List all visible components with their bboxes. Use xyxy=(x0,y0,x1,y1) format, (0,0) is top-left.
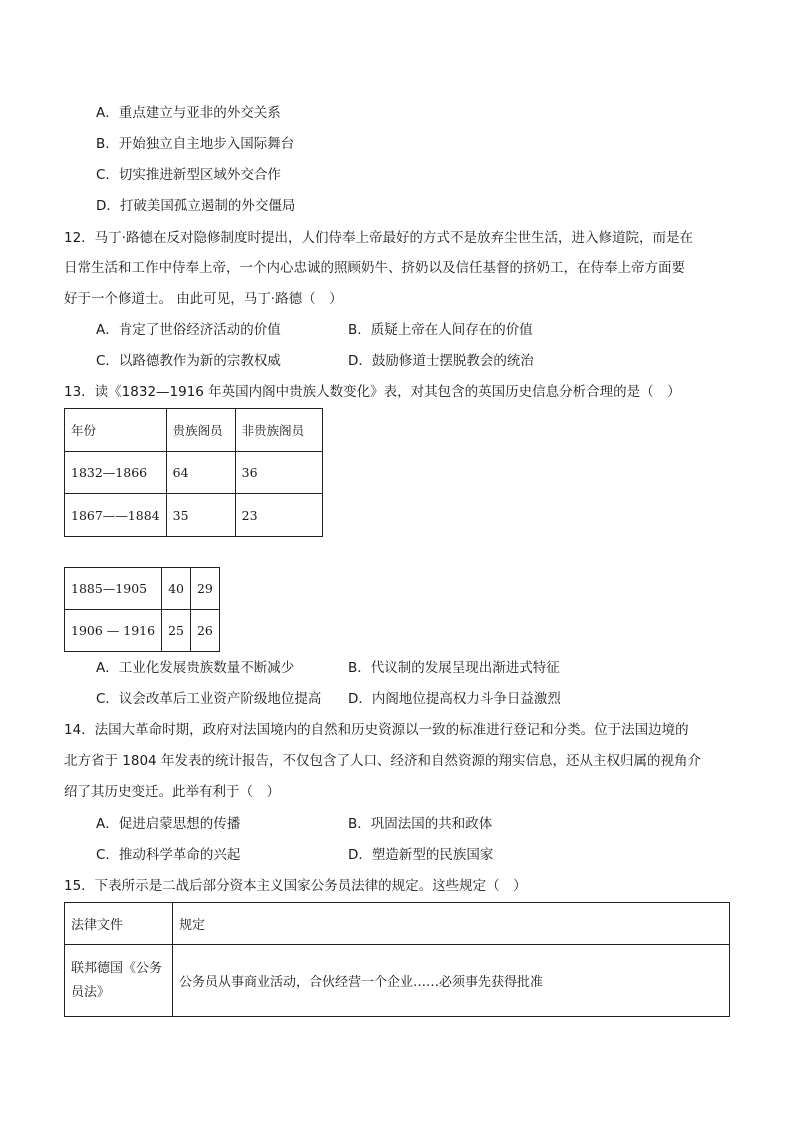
table-cell: 23 xyxy=(235,494,322,537)
table-cell-rule: 公务员从事商业活动，合伙经营一个企业……必须事先获得批准 xyxy=(173,945,730,1017)
table-cell: 36 xyxy=(235,452,322,494)
q13-stem: 13．读《1832—1916 年英国内阁中贵族人数变化》表，对其包含的英国历史信息分析合理的是（ ） xyxy=(64,384,681,400)
q14-stem-line-2: 北方省于 1804 年发表的统计报告，不仅包含了人口、经济和自然资源的翔实信息，还从主权归属的视角介 xyxy=(64,753,701,769)
q11-option-d: D．打破美国孤立遏制的外交僵局 xyxy=(96,198,296,214)
table-header-row xyxy=(65,409,323,452)
table-cell: 26 xyxy=(190,610,219,652)
table-cell: 1906 — 1916 xyxy=(65,610,162,652)
q14-option-d: D．塑造新型的民族国家 xyxy=(348,847,494,863)
q12-option-d: D．鼓励修道士摆脱教会的统治 xyxy=(348,353,534,369)
q12-stem-line-1: 12．马丁·路德在反对隐修制度时提出，人们侍奉上帝最好的方式不是放弃尘世生活，进入修道院，而是在 xyxy=(64,230,693,246)
table-cell: 1867——1884 xyxy=(65,494,167,537)
table-row xyxy=(65,494,323,537)
q13-table-1 xyxy=(64,408,323,537)
q12-option-a: A．肯定了世俗经济活动的价值 xyxy=(96,322,281,338)
table-cell-law xyxy=(65,945,173,1017)
law-name-line-1: 联邦德国《公务 xyxy=(71,960,163,976)
table-row xyxy=(65,610,220,652)
q15-stem: 15．下表所示是二战后部分资本主义国家公务员法律的规定。这些规定（ ） xyxy=(64,878,527,894)
table-cell: 40 xyxy=(162,568,191,610)
q12-stem-line-3: 好于一个修道士。 由此可见，马丁·路德（ ） xyxy=(64,291,343,307)
q12-option-c: C．以路德教作为新的宗教权威 xyxy=(96,353,281,369)
table-header-cell: 法律文件 xyxy=(65,903,173,945)
table-header-cell: 非贵族阁员 xyxy=(235,409,322,452)
table-cell: 35 xyxy=(166,494,235,537)
table-row xyxy=(65,452,323,494)
table-header-cell: 年份 xyxy=(65,409,167,452)
q11-option-b: B．开始独立自主地步入国际舞台 xyxy=(96,136,295,152)
q14-stem-line-3: 绍了其历史变迁。此举有利于（ ） xyxy=(64,784,280,800)
q14-option-c: C．推动科学革命的兴起 xyxy=(96,847,241,863)
table-cell: 25 xyxy=(162,610,191,652)
q11-option-c: C．切实推进新型区域外交合作 xyxy=(96,167,281,183)
table-cell: 1832—1866 xyxy=(65,452,167,494)
table-header-cell: 规定 xyxy=(173,903,730,945)
q15-table xyxy=(64,902,730,1017)
table-row xyxy=(65,945,730,1017)
q13-table-2 xyxy=(64,567,220,652)
q14-option-b: B．巩固法国的共和政体 xyxy=(348,816,493,832)
q13-option-b: B．代议制的发展呈现出渐进式特征 xyxy=(348,660,560,676)
q12-option-b: B．质疑上帝在人间存在的价值 xyxy=(348,322,533,338)
q13-option-a: A．工业化发展贵族数量不断减少 xyxy=(96,660,295,676)
q13-option-d: D．内阁地位提高权力斗争日益激烈 xyxy=(348,691,561,707)
table-header-row xyxy=(65,903,730,945)
table-cell: 64 xyxy=(166,452,235,494)
table-row xyxy=(65,568,220,610)
table-header-cell: 贵族阁员 xyxy=(166,409,235,452)
table-cell: 1885—1905 xyxy=(65,568,162,610)
q11-option-a: A．重点建立与亚非的外交关系 xyxy=(96,105,281,121)
q12-stem-line-2: 日常生活和工作中侍奉上帝，一个内心忠诚的照顾奶牛、挤奶以及信任基督的挤奶工，在侍奉上帝方面要 xyxy=(64,260,685,276)
law-name-line-2: 员法》 xyxy=(71,984,111,1000)
q14-option-a: A．促进启蒙思想的传播 xyxy=(96,816,241,832)
table-cell: 29 xyxy=(190,568,219,610)
q14-stem-line-1: 14．法国大革命时期，政府对法国境内的自然和历史资源以一致的标准进行登记和分类。位于法国边境的 xyxy=(64,722,689,738)
q13-option-c: C．议会改革后工业资产阶级地位提高 xyxy=(96,691,322,707)
